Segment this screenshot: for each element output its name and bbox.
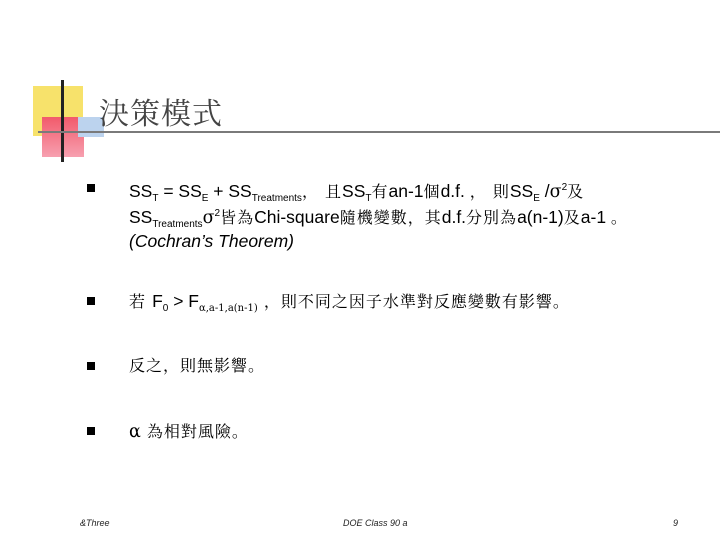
page-number: 9: [673, 518, 679, 528]
subscript: E: [533, 193, 540, 204]
text: a-1: [580, 207, 611, 227]
text: Chi-square: [254, 207, 340, 227]
footer-left: &Three: [80, 518, 110, 528]
text: ，則不同之因子水準對反應變數有影響。: [257, 292, 570, 311]
superscript: 2: [561, 182, 568, 193]
text: ， 則: [469, 182, 510, 201]
text: ， 且: [301, 182, 343, 201]
text: an-1: [388, 181, 424, 201]
alpha-symbol: α: [129, 422, 141, 442]
subscript: α,a-1,a(n-1): [199, 303, 258, 314]
text: 個: [423, 182, 441, 201]
bullet-marker-2: [87, 297, 95, 305]
text: 分別為: [466, 208, 518, 227]
subscript: T: [152, 193, 159, 204]
text: + SS: [208, 181, 252, 201]
bullet-3-text: 反之，則無影響。: [129, 356, 266, 375]
text: 為相對風險。: [140, 422, 249, 441]
text: 。: [610, 208, 628, 227]
text: SS: [342, 181, 366, 201]
text: 有: [371, 182, 389, 201]
slide-title: 決策模式: [99, 97, 223, 132]
text: d.f.: [440, 181, 470, 201]
bullet-marker-1: [87, 184, 95, 192]
subscript: E: [201, 193, 209, 204]
text: SS: [509, 181, 534, 201]
decor-vertical-line: [61, 80, 64, 162]
bullet-marker-4: [87, 427, 95, 435]
bullet-marker-3: [87, 362, 95, 370]
text: F: [152, 291, 163, 311]
subscript: Treatments: [152, 219, 203, 230]
text: a(n-1): [517, 207, 564, 227]
text: 皆為: [220, 208, 255, 227]
bullet-2-text: [129, 290, 570, 320]
text: SS: [129, 207, 153, 227]
sigma-symbol: σ: [202, 208, 215, 228]
text: > F: [168, 291, 199, 311]
superscript: 2: [214, 208, 221, 219]
subscript: Treatments: [251, 193, 302, 204]
text: /: [539, 181, 550, 201]
text: d.f.: [441, 207, 467, 227]
sigma-symbol: σ: [549, 182, 562, 202]
bullet-4-text: [129, 420, 249, 443]
text: 隨機變數，其: [339, 208, 442, 227]
text: 及: [567, 182, 585, 201]
footer-center: DOE Class 90 a: [343, 518, 408, 528]
cochran-theorem-text: (Cochran’s Theorem): [129, 231, 295, 251]
text: 若: [129, 292, 153, 311]
subscript: 0: [162, 303, 169, 314]
text: SS: [129, 181, 153, 201]
text: 及: [563, 208, 581, 227]
text: = SS: [158, 181, 202, 201]
subscript: T: [365, 193, 372, 204]
